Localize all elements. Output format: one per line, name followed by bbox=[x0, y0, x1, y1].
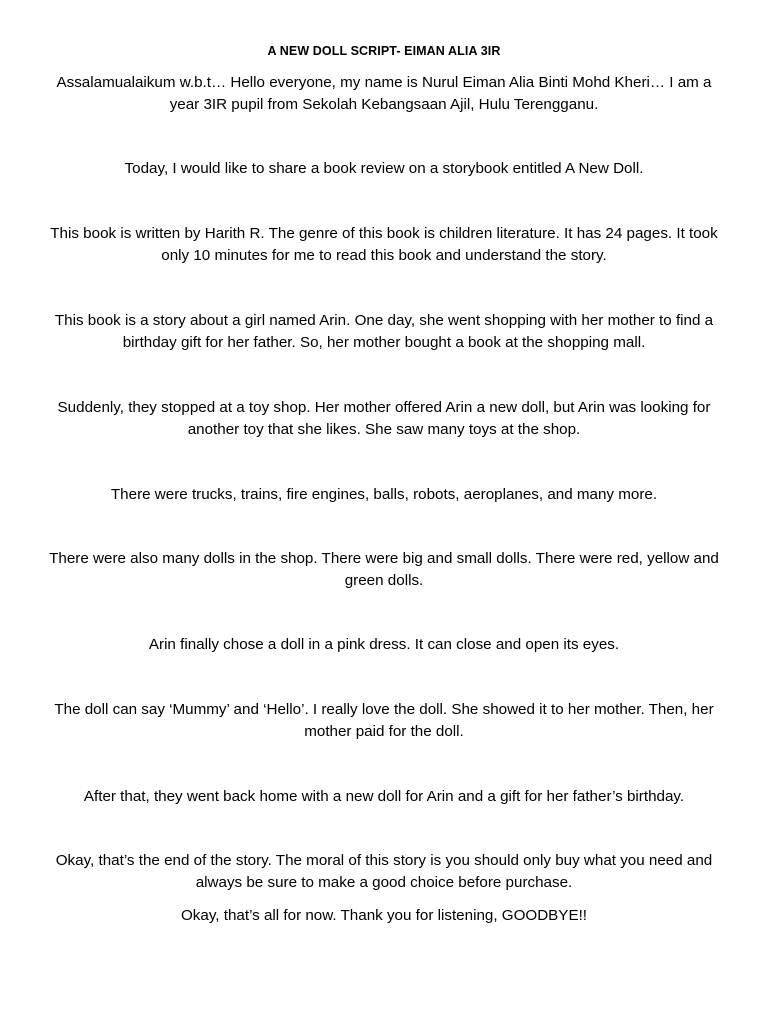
paragraph-dolls: There were also many dolls in the shop. There were big and small dolls. There were red, yellow and green dolls. bbox=[49, 550, 719, 589]
paragraph-story-start: This book is a story about a girl named Arin. One day, she went shopping with her mother to find a birthday gift for her father. So, her mother bought a book at the shopping mall. bbox=[54, 312, 714, 351]
document-title: A NEW DOLL SCRIPT- EIMAN ALIA 3IR bbox=[267, 44, 501, 58]
paragraph-book-details: This book is written by Harith R. The genre of this book is children literature. It has 24 pages. It took only 10 minutes for me to read this book and understand the story. bbox=[50, 225, 718, 264]
paragraph-greeting: Assalamualaikum w.b.t… Hello everyone, my name is Nurul Eiman Alia Binti Mohd Kheri… I am a year 3IR pupil from Sekolah Kebangsaan Ajil, Hulu Terengganu. bbox=[56, 74, 712, 113]
paragraph-intro: Today, I would like to share a book review on a storybook entitled A New Doll. bbox=[124, 160, 644, 177]
paragraph-pink-doll: Arin finally chose a doll in a pink dress. It can close and open its eyes. bbox=[148, 636, 620, 653]
paragraph-back-home: After that, they went back home with a new doll for Arin and a gift for her father’s birthday. bbox=[83, 788, 685, 805]
paragraph-moral: Okay, that’s the end of the story. The moral of this story is you should only buy what you need and always be sure to make a good choice before purchase. bbox=[55, 852, 713, 891]
paragraph-doll-speaks: The doll can say ‘Mummy’ and ‘Hello’. I really love the doll. She showed it to her mother. Then, her mother paid for the doll. bbox=[54, 701, 714, 740]
paragraph-goodbye: Okay, that’s all for now. Thank you for listening, GOODBYE!! bbox=[180, 907, 588, 924]
paragraph-toy-shop: Suddenly, they stopped at a toy shop. Her mother offered Arin a new doll, but Arin was looking for another toy that she likes. She saw many toys at the shop. bbox=[57, 399, 711, 438]
paragraph-toys-list: There were trucks, trains, fire engines, balls, robots, aeroplanes, and many more. bbox=[110, 486, 658, 503]
